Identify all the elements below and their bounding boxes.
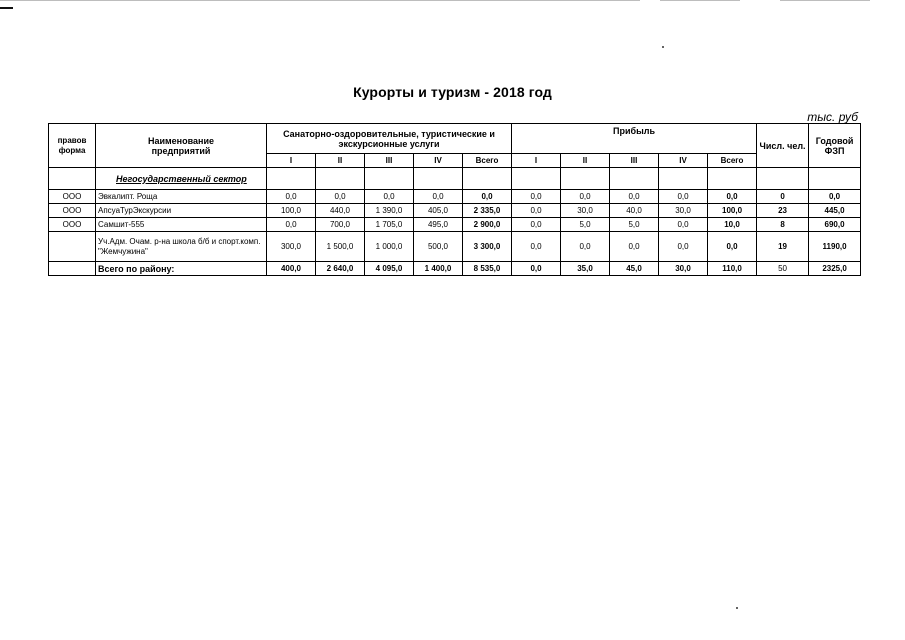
- profit-q3: 40,0: [610, 204, 659, 218]
- sector-empty-cell: [316, 168, 365, 190]
- scan-edge-segment: [0, 0, 640, 1]
- services-q3: 1 000,0: [365, 232, 414, 262]
- header-profit-q1: I: [512, 154, 561, 168]
- units-label: тыс. руб: [807, 110, 858, 124]
- services-q1: 100,0: [267, 204, 316, 218]
- services-q1: 300,0: [267, 232, 316, 262]
- total-services-q2: 2 640,0: [316, 262, 365, 276]
- scan-edge-segment: [780, 0, 870, 1]
- header-profit-q2: II: [561, 154, 610, 168]
- row-form: ООО: [49, 190, 96, 204]
- header-services-q4: IV: [414, 154, 463, 168]
- services-q4: 0,0: [414, 190, 463, 204]
- row-name: Самшит-555: [96, 218, 267, 232]
- sector-row: [49, 168, 861, 190]
- profit-q1: 0,0: [512, 232, 561, 262]
- total-services-q1: 400,0: [267, 262, 316, 276]
- services-q1: 0,0: [267, 218, 316, 232]
- profit-total: 0,0: [708, 190, 757, 204]
- profit-q4: 30,0: [659, 204, 708, 218]
- row-name: Эвкалипт. Роща: [96, 190, 267, 204]
- header-services-line1: Санаторно-оздоровительные, туристические и: [283, 128, 495, 139]
- staff-count: 23: [757, 204, 809, 218]
- annual-fzp: 1190,0: [809, 232, 861, 262]
- header-services-q1: I: [267, 154, 316, 168]
- services-q3: 0,0: [365, 190, 414, 204]
- total-label: Всего по району:: [96, 262, 267, 276]
- services-q2: 0,0: [316, 190, 365, 204]
- header-form-text: правов форма: [57, 135, 87, 155]
- total-fzp: 2325,0: [809, 262, 861, 276]
- header-staff: [757, 124, 809, 168]
- page-title: Курорты и туризм - 2018 год: [353, 84, 552, 100]
- total-services-total: 8 535,0: [463, 262, 512, 276]
- row-name: АпсуаТурЭкскурсии: [96, 204, 267, 218]
- header-name: [96, 124, 267, 168]
- sector-empty-cell: [414, 168, 463, 190]
- row-name: Уч.Адм. Очам. р-на школа б/б и спорт.комп. "Жемчужина": [96, 232, 267, 262]
- services-q2: 700,0: [316, 218, 365, 232]
- scan-speck: [662, 46, 664, 48]
- header-services-q2: II: [316, 154, 365, 168]
- profit-q3: 0,0: [610, 232, 659, 262]
- scan-corner-mark: [0, 7, 13, 9]
- profit-q4: 0,0: [659, 190, 708, 204]
- services-q4: 495,0: [414, 218, 463, 232]
- header-fzp: [809, 124, 861, 168]
- row-form: ООО: [49, 204, 96, 218]
- profit-q4: 0,0: [659, 218, 708, 232]
- total-profit-q1: 0,0: [512, 262, 561, 276]
- total-profit-total: 110,0: [708, 262, 757, 276]
- staff-count: 8: [757, 218, 809, 232]
- profit-q2: 30,0: [561, 204, 610, 218]
- services-q2: 440,0: [316, 204, 365, 218]
- row-form: [49, 232, 96, 262]
- scan-edge-segment: [660, 0, 740, 1]
- scan-speck: [736, 607, 738, 609]
- scan-top-edge: [0, 0, 905, 3]
- sector-empty-cell: [561, 168, 610, 190]
- total-profit-q4: 30,0: [659, 262, 708, 276]
- table-row: [49, 232, 861, 262]
- header-services-q3: III: [365, 154, 414, 168]
- sector-empty-cell: [365, 168, 414, 190]
- sector-empty-cell: [512, 168, 561, 190]
- total-profit-q2: 35,0: [561, 262, 610, 276]
- table-row: [49, 204, 861, 218]
- header-name-line1: Наименование: [147, 135, 215, 146]
- annual-fzp: 690,0: [809, 218, 861, 232]
- profit-q2: 0,0: [561, 232, 610, 262]
- profit-q1: 0,0: [512, 218, 561, 232]
- header-staff-text: Числ. чел.: [759, 140, 806, 151]
- services-total: 3 300,0: [463, 232, 512, 262]
- profit-q2: 5,0: [561, 218, 610, 232]
- header-services-line2: экскурсионные услуги: [338, 138, 440, 149]
- staff-count: 19: [757, 232, 809, 262]
- services-q3: 1 705,0: [365, 218, 414, 232]
- total-services-q4: 1 400,0: [414, 262, 463, 276]
- sector-empty-cell: [463, 168, 512, 190]
- sector-empty-cell: [708, 168, 757, 190]
- header-profit-text: Прибыль: [613, 126, 656, 136]
- header-services-total: Всего: [463, 154, 512, 168]
- header-profit-total: Всего: [708, 154, 757, 168]
- profit-total: 10,0: [708, 218, 757, 232]
- row-form: ООО: [49, 218, 96, 232]
- header-profit: [512, 124, 757, 154]
- sector-empty-cell: [659, 168, 708, 190]
- profit-total: 100,0: [708, 204, 757, 218]
- header-profit-q3: III: [610, 154, 659, 168]
- profit-total: 0,0: [708, 232, 757, 262]
- annual-fzp: 445,0: [809, 204, 861, 218]
- table-row: [49, 190, 861, 204]
- header-row-top: [49, 124, 861, 154]
- total-staff: 50: [757, 262, 809, 276]
- profit-q3: 0,0: [610, 190, 659, 204]
- total-services-q3: 4 095,0: [365, 262, 414, 276]
- services-q4: 500,0: [414, 232, 463, 262]
- sector-form-cell: [49, 168, 96, 190]
- profit-q1: 0,0: [512, 190, 561, 204]
- profit-q3: 5,0: [610, 218, 659, 232]
- header-services: [267, 124, 512, 154]
- total-row: [49, 262, 861, 276]
- total-profit-q3: 45,0: [610, 262, 659, 276]
- total-form-cell: [49, 262, 96, 276]
- annual-fzp: 0,0: [809, 190, 861, 204]
- sector-empty-cell: [610, 168, 659, 190]
- services-q2: 1 500,0: [316, 232, 365, 262]
- header-fzp-line1: Годовой: [815, 135, 854, 146]
- sector-empty-cell: [267, 168, 316, 190]
- staff-count: 0: [757, 190, 809, 204]
- header-name-line2: предприятий: [151, 145, 211, 156]
- services-total: 0,0: [463, 190, 512, 204]
- header-profit-q4: IV: [659, 154, 708, 168]
- header-fzp-line2: ФЗП: [824, 145, 845, 156]
- profit-q4: 0,0: [659, 232, 708, 262]
- header-form: [49, 124, 96, 168]
- services-q3: 1 390,0: [365, 204, 414, 218]
- sector-empty-cell: [809, 168, 861, 190]
- profit-q1: 0,0: [512, 204, 561, 218]
- profit-q2: 0,0: [561, 190, 610, 204]
- services-q4: 405,0: [414, 204, 463, 218]
- sector-empty-cell: [757, 168, 809, 190]
- sector-label: Негосударственный сектор: [96, 168, 267, 190]
- services-total: 2 900,0: [463, 218, 512, 232]
- table-row: [49, 218, 861, 232]
- resorts-table: [48, 123, 861, 276]
- services-total: 2 335,0: [463, 204, 512, 218]
- services-q1: 0,0: [267, 190, 316, 204]
